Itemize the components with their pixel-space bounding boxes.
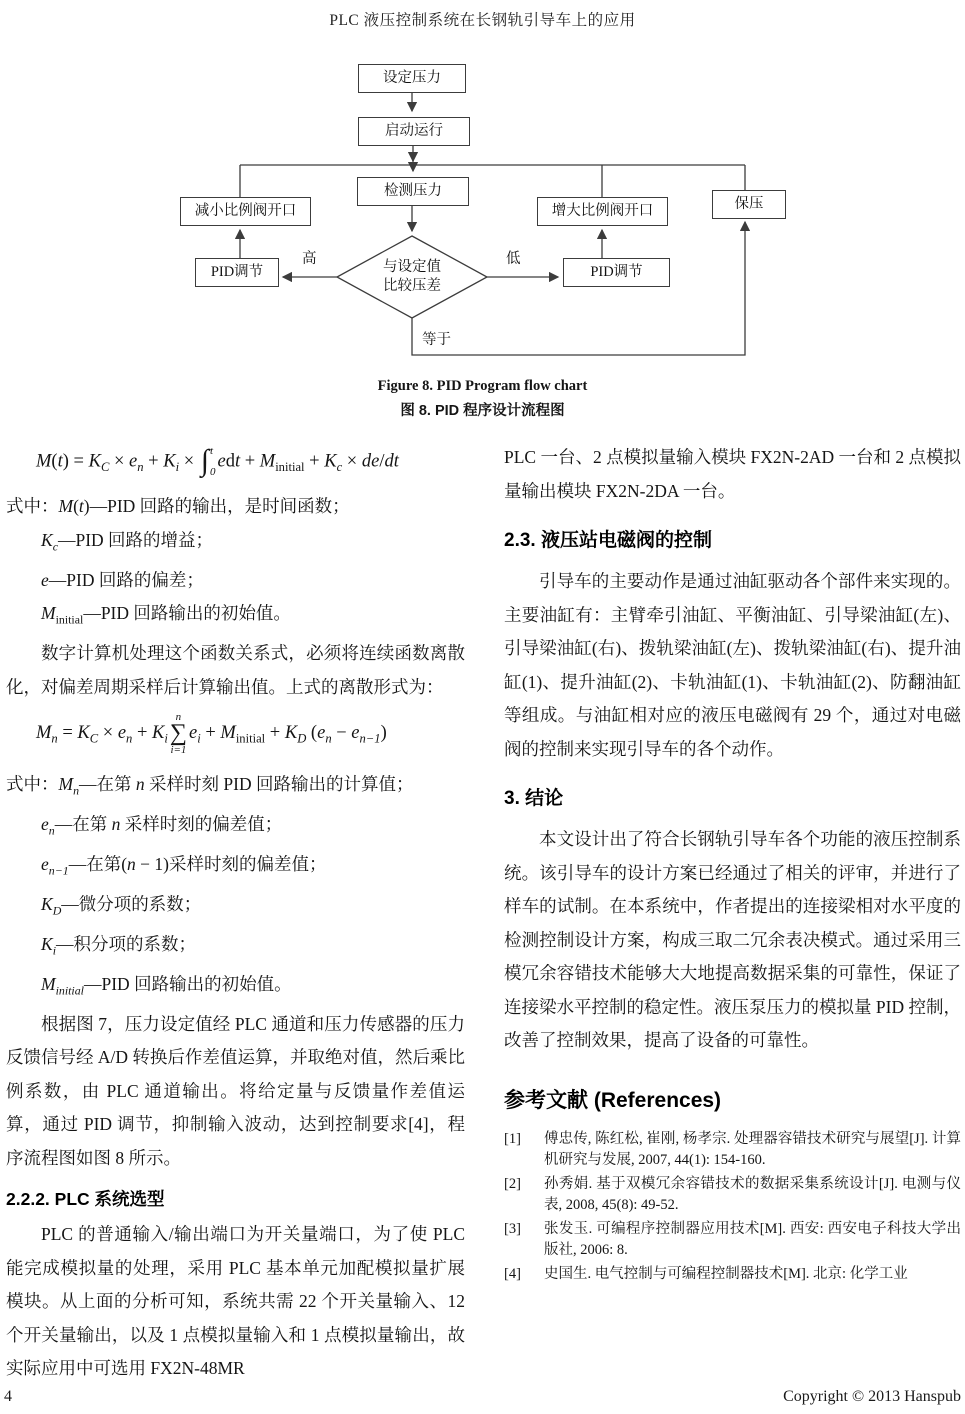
section-heading: 参考文献 (References) [504, 1088, 722, 1112]
paragraph: PLC 一台、2 点模拟量输入模块 FX2N-2AD 一台和 2 点模拟量输出模块 FX2N-2DA 一台。 [504, 447, 961, 501]
running-head-title: PLC 液压控制系统在长钢轨引导车上的应用 [329, 12, 636, 29]
branch-label-high: 高 [302, 251, 317, 267]
reference-number: [4] [504, 1265, 521, 1282]
flowchart-svg [0, 0, 965, 430]
compare-line-2: 比较压差 [383, 278, 441, 294]
left-column [6, 438, 465, 1386]
flow-node-decrease-valve: 减小比例阀开口 [180, 197, 311, 226]
paragraph: 数字计算机处理这个函数关系式，必须将连续函数离散化，对偏差周期采样后计算输出值。上式的离散形式为： [6, 643, 465, 697]
paragraph: 引导车的主要动作是通过油缸驱动各个部件来实现的。主要油缸有：主臂牵引油缸、平衡油缸、引导梁油缸(左)、引导梁油缸(右)、拨轨梁油缸(左)、拨轨梁油缸(右)、提升油缸(1)、提升油缸(2)、卡轨油缸(1)、卡轨油缸(2)、防翻油缸等组成。与油缸相对应的液压电磁阀有 29 个，通过对电磁阀的控制来实现引导车的各个动作。 [504, 571, 961, 759]
reference-text: 史国生. 电气控制与可编程控制器技术[M]. 北京: 化学工业 [544, 1265, 908, 1282]
paragraph: 根据图 7，压力设定值经 PLC 通道和压力传感器的压力反馈信号经 A/D 转换后作差值运算，并取绝对值，然后乘比例系数，由 PLC 通道输出。将给定量与反馈量作差值运算，通过 PID 调节，抑制输入波动，达到控制要求[4]，程序流程图如图 8 所示。 [6, 1013, 465, 1168]
definition-line: $K_i—$积分项的系数； [41, 933, 196, 958]
section-heading: 2.3. 液压站电磁阀的控制 [504, 530, 712, 551]
branch-label-equal: 等于 [422, 332, 451, 348]
flow-node-pid-left: PID调节 [195, 258, 279, 287]
reference-number: [3] [504, 1220, 521, 1237]
reference-number: [1] [504, 1130, 521, 1147]
definition-line: $M_{initial}—PID$ 回路输出的初始值。 [41, 603, 291, 627]
figure-caption-en: Figure 8. PID Program flow chart [377, 378, 588, 394]
branch-label-low: 低 [506, 251, 521, 267]
definition-line: $K_c—PID$ 回路的增益； [41, 529, 214, 553]
reference-item [504, 1219, 961, 1262]
flow-node-start-run: 启动运行 [358, 117, 470, 146]
reference-text: 张发玉. 可编程序控制器应用技术[M]. 西安: 西安电子科技大学出版社, 2006: 8. [544, 1220, 961, 1258]
flow-node-increase-valve: 增大比例阀开口 [537, 197, 668, 226]
definition-list [6, 768, 465, 1008]
references-list [504, 1129, 961, 1286]
definition-line: e—PID 回路的偏差； [41, 569, 204, 590]
reference-text: 孙秀娟. 基于双模冗余容错技术的数据采集系统设计[J]. 电测与仪表, 2008, 45(8): 49-52. [544, 1175, 961, 1213]
figure-caption-zh: 图 8. PID 程序设计流程图 [400, 403, 565, 419]
page-number: 4 [4, 1388, 12, 1405]
paragraph: 本文设计出了符合长钢轨引导车各个功能的液压控制系统。该引导车的设计方案已经通过了相关的评审，并进行了样车的试制。在本系统中，作者提出的连接梁相对水平度的检测控制设计方案，构成三取二冗余表决模式。通过采用三模冗余容错技术能够大大地提高数据采集的可靠性，保证了连接梁水平控制的稳定性。液压泵压力的模拟量 PID 控制，改善了控制效果，提高了设备的可靠性。 [504, 829, 961, 1050]
definition-line: 式中：M(t)—PID 回路的输出，是时间函数； [6, 496, 350, 516]
flow-node-pid-right: PID调节 [563, 258, 670, 287]
pid-flowchart [0, 0, 965, 430]
copyright-notice: Copyright © 2013 Hanspub [783, 1388, 961, 1405]
flow-node-detect-pressure: 检测压力 [357, 177, 469, 206]
definition-line: 式中：$M_n—$在第 n 采样时刻 PID 回路输出的计算值； [6, 773, 414, 798]
reference-item [504, 1129, 961, 1172]
reference-item [504, 1264, 961, 1286]
compare-line-1: 与设定值 [383, 259, 441, 275]
flow-node-hold-pressure: 保压 [712, 190, 786, 219]
page-footer [4, 1388, 961, 1406]
section-heading: 2.2.2. PLC 系统选型 [6, 1189, 165, 1210]
equation: $M_n = K_C \times e_n + K_i$ n ∑ i=1 $e_i + M_{initial} + K_D$ $(e_n - e_{n-1})$ [36, 711, 387, 756]
paragraph: PLC 的普通输入/输出端口为开关量端口，为了使 PLC 能完成模拟量的处理，采用 PLC 基本单元加配模拟量扩展模块。从上面的分析可知，系统共需 22 个开关量输入、12 个开关量输出，以及 1 点模拟量输入和 1 点模拟量输出，故实际应用中可选用 FX2N-48MR [6, 1224, 465, 1379]
definition-line: $M_{initial}—PID$ 回路输出的初始值。 [41, 973, 292, 998]
definition-line: $K_D—$微分项的系数； [41, 893, 202, 918]
equation: $M(t) = K_C \times e_n + K_i$ × ∫ t 0 edt + $M_{initial} + K_c \times de/dt$ [36, 444, 399, 478]
integral-symbol: ∫ t 0 [200, 444, 216, 478]
sum-symbol: n ∑ i=1 [169, 711, 187, 756]
definition-line: $e_n—$在第 n 采样时刻的偏差值； [41, 813, 283, 838]
reference-number: [2] [504, 1175, 521, 1192]
definition-list [6, 490, 465, 637]
reference-text: 傅忠传, 陈红松, 崔刚, 杨孝宗. 处理器容错技术研究与展望[J]. 计算机研究与发展, 2007, 44(1): 154-160. [544, 1130, 961, 1168]
flow-node-compare [362, 258, 462, 296]
flow-node-set-pressure: 设定压力 [358, 64, 466, 93]
reference-item [504, 1174, 961, 1217]
section-heading: 3. 结论 [504, 788, 564, 809]
right-column [504, 441, 961, 1287]
definition-line: $e_{n-1}—$在第(n − 1)采样时刻的偏差值； [41, 853, 327, 878]
